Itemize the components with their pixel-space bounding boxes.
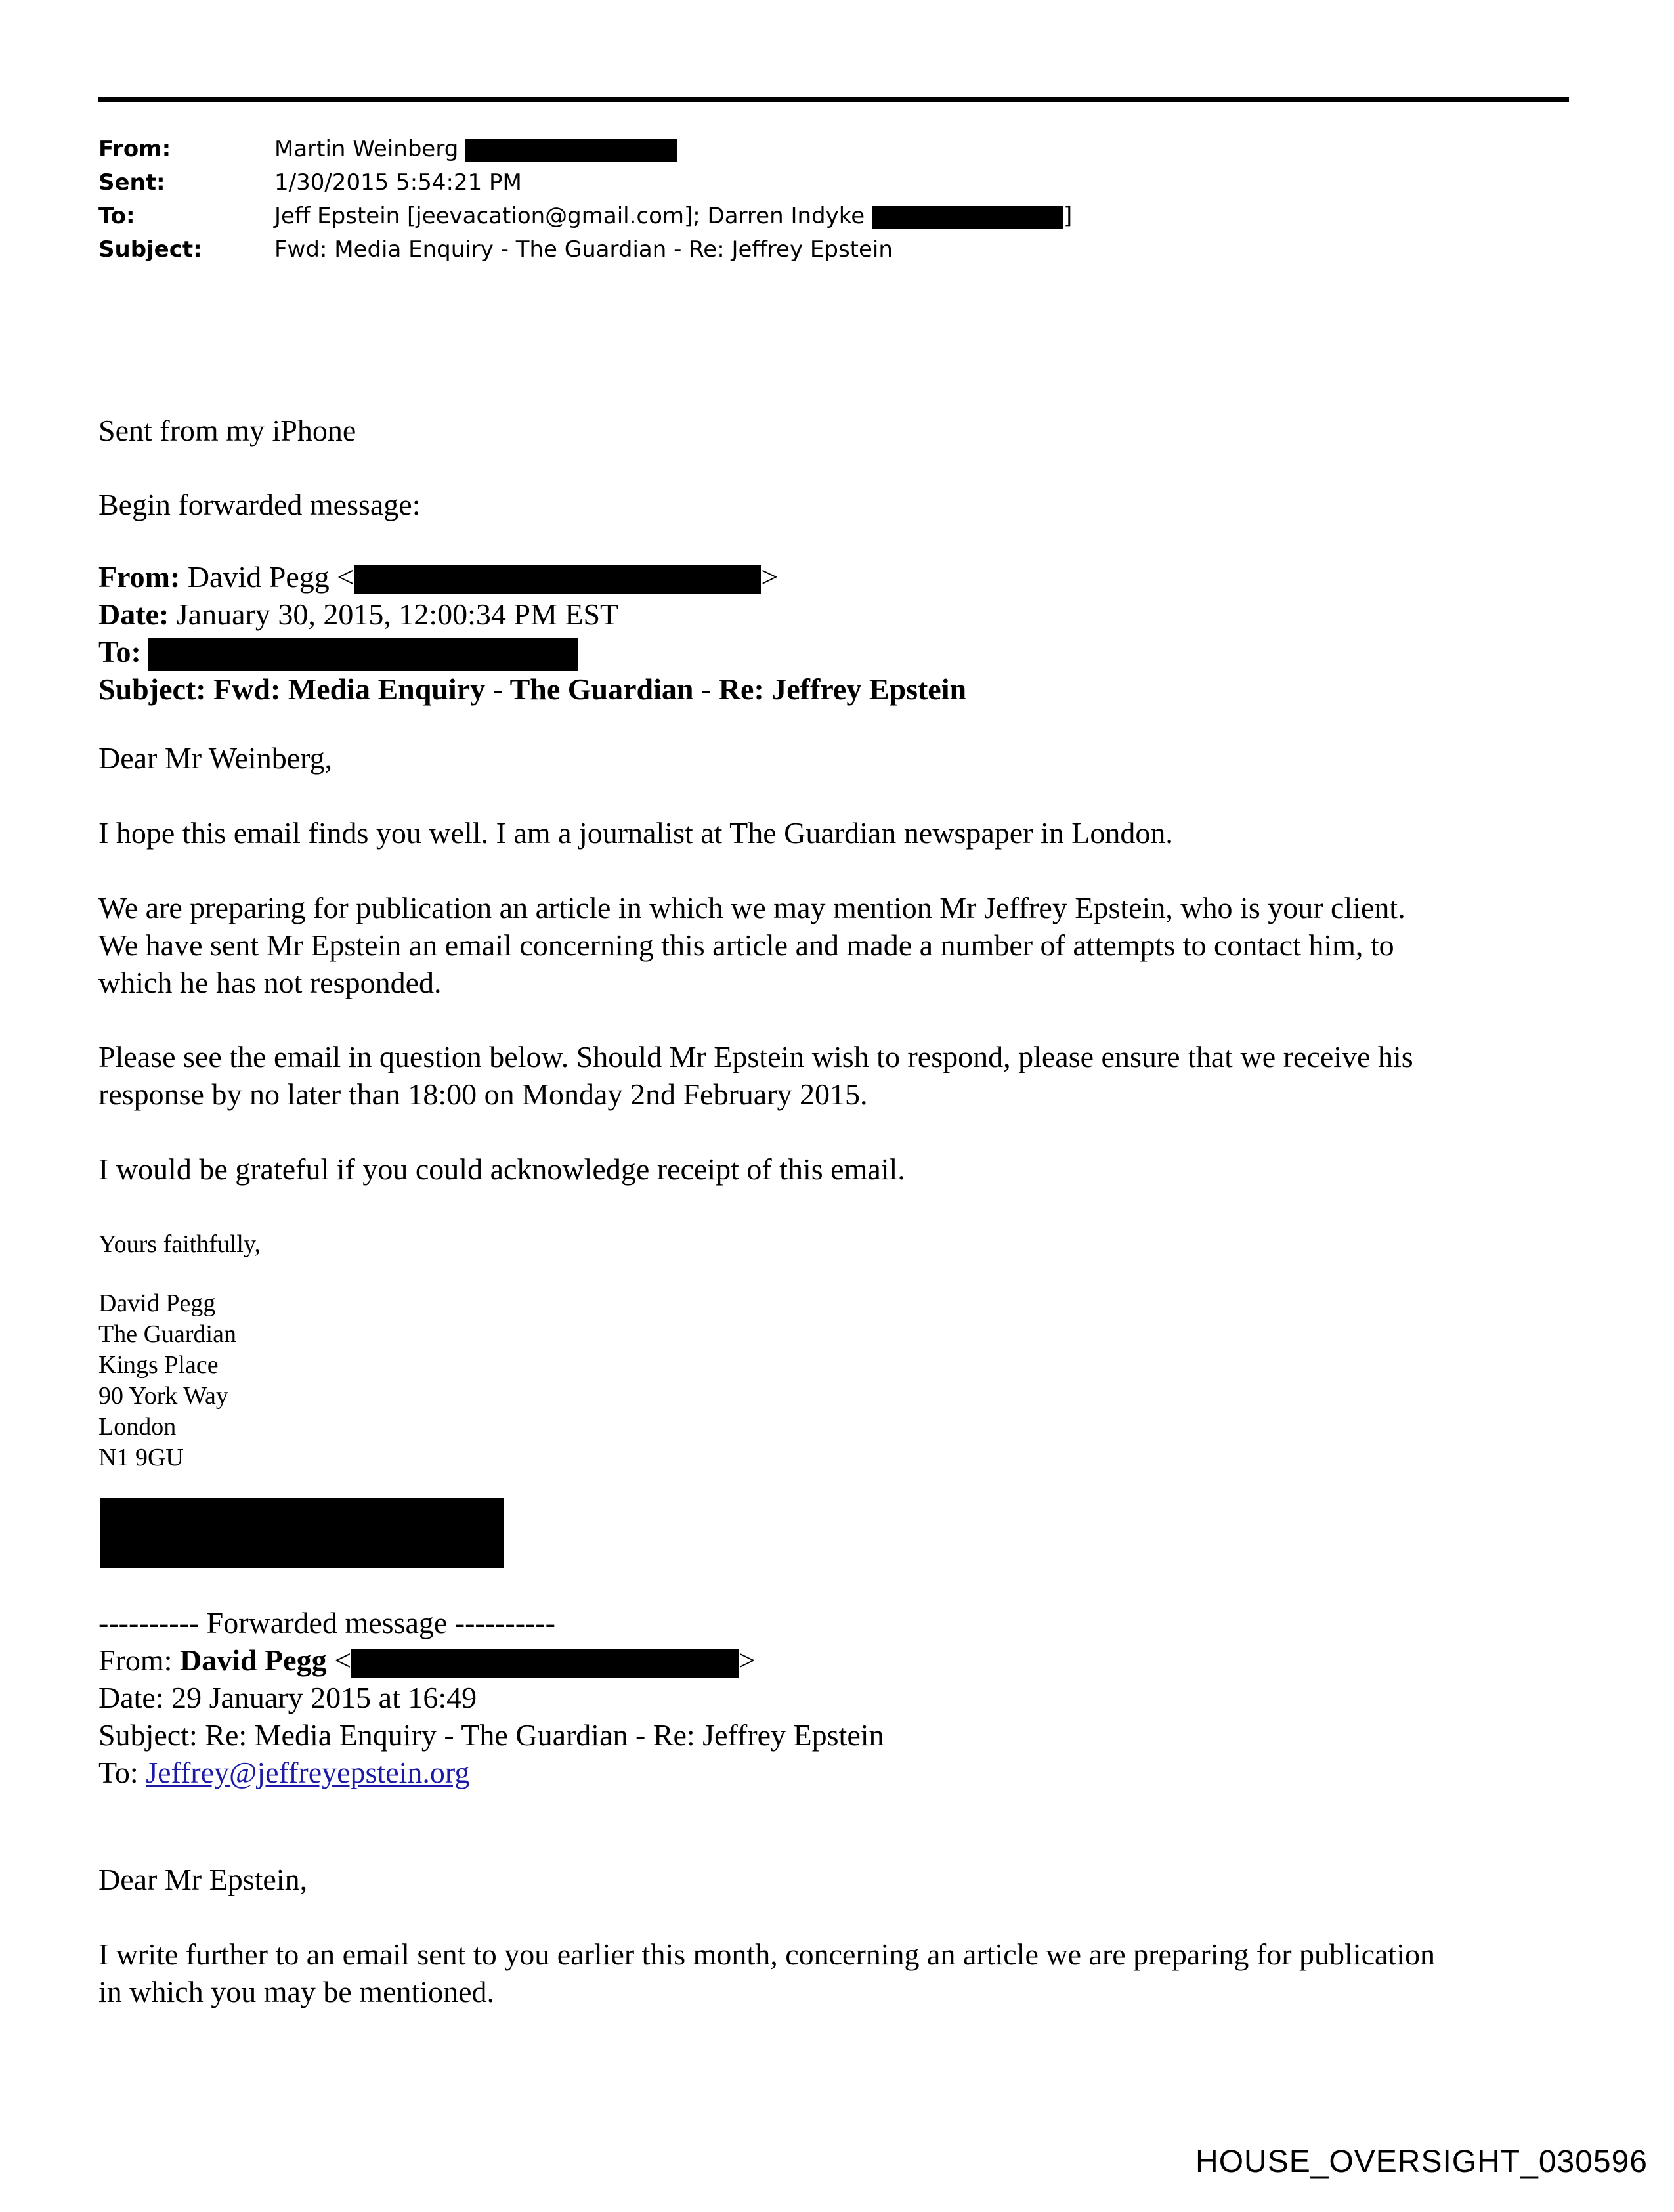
header-subject-label: Subject: [98,236,202,263]
signature-line: N1 9GU [98,1444,184,1471]
paragraph-3-line-1: Please see the email in question below. Should Mr Epstein wish to respond, please ensure that we receive his [98,1040,1413,1073]
paragraph-1: I hope this email finds you well. I am a journalist at The Guardian newspaper in London. [98,816,1173,850]
salutation-epstein: Dear Mr Epstein, [98,1863,308,1896]
salutation-weinberg: Dear Mr Weinberg, [98,741,333,775]
paragraph-2-line-3: which he has not responded. [98,966,442,999]
header-sent-value: 1/30/2015 5:54:21 PM [274,169,522,196]
email-link[interactable]: Jeffrey@jeffreyepstein.org [146,1756,470,1789]
paragraph-2-line-1: We are preparing for publication an article in which we may mention Mr Jeffrey Epstein, who is your client. [98,891,1406,924]
header-to-label: To: [98,203,135,229]
paragraph-4: I would be grateful if you could acknowledge receipt of this email. [98,1152,905,1186]
fwd2-to-line: To: Jeffrey@jeffreyepstein.org [98,1756,470,1789]
begin-forwarded-line: Begin forwarded message: [98,488,421,521]
fwd2-date-line: Date: 29 January 2015 at 16:49 [98,1681,477,1714]
fwd2-from-line: From: David Pegg < > [98,1643,756,1677]
header-to-value: Jeff Epstein [jeevacation@gmail.com]; Darren Indyke ] [274,203,1073,229]
paragraph-5-line-2: in which you may be mentioned. [98,1975,494,2008]
redaction-block [100,1498,504,1568]
closing: Yours faithfully, [98,1230,261,1258]
paragraph-3-line-2: response by no later than 18:00 on Monday 2nd February 2015. [98,1077,868,1111]
header-to-row [98,200,1214,232]
signature-line: Kings Place [98,1351,219,1379]
redaction-block [872,206,1063,229]
bates-number: HOUSE_OVERSIGHT_030596 [1195,2144,1648,2179]
sent-from-line: Sent from my iPhone [98,414,356,447]
paragraph-5-line-1: I write further to an email sent to you earlier this month, concerning an article we are preparing for publication [98,1938,1436,1971]
fwd2-divider: ---------- Forwarded message ---------- [98,1606,555,1639]
header-from-label: From: [98,136,171,162]
signature-line: David Pegg [98,1290,216,1317]
paragraph-2-line-2: We have sent Mr Epstein an email concerning this article and made a number of attempts to contact him, to [98,928,1394,962]
signature-line: London [98,1413,177,1441]
fwd1-from-line: From: David Pegg < > [98,560,779,594]
fwd1-subject-line: Subject: Fwd: Media Enquiry - The Guardian - Re: Jeffrey Epstein [98,672,967,706]
fwd1-to-line: To: [98,633,578,671]
redaction-block [351,1649,739,1678]
header-sent-label: Sent: [98,169,165,196]
header-subject-row [98,233,1214,266]
fwd2-subject-line: Subject: Re: Media Enquiry - The Guardian - Re: Jeffrey Epstein [98,1718,884,1752]
fwd1-date-line: Date: January 30, 2015, 12:00:34 PM EST [98,597,619,631]
signature-line: 90 York Way [98,1382,228,1410]
header-sent-row [98,166,1214,199]
header-subject-value: Fwd: Media Enquiry - The Guardian - Re: Jeffrey Epstein [274,236,893,263]
redaction-block [148,638,578,671]
header-from-row [98,133,1214,165]
redaction-block [465,139,677,162]
redaction-block [354,565,761,594]
signature-line: The Guardian [98,1320,236,1348]
header-rule [98,97,1569,102]
header-from-value: Martin Weinberg [274,133,677,165]
